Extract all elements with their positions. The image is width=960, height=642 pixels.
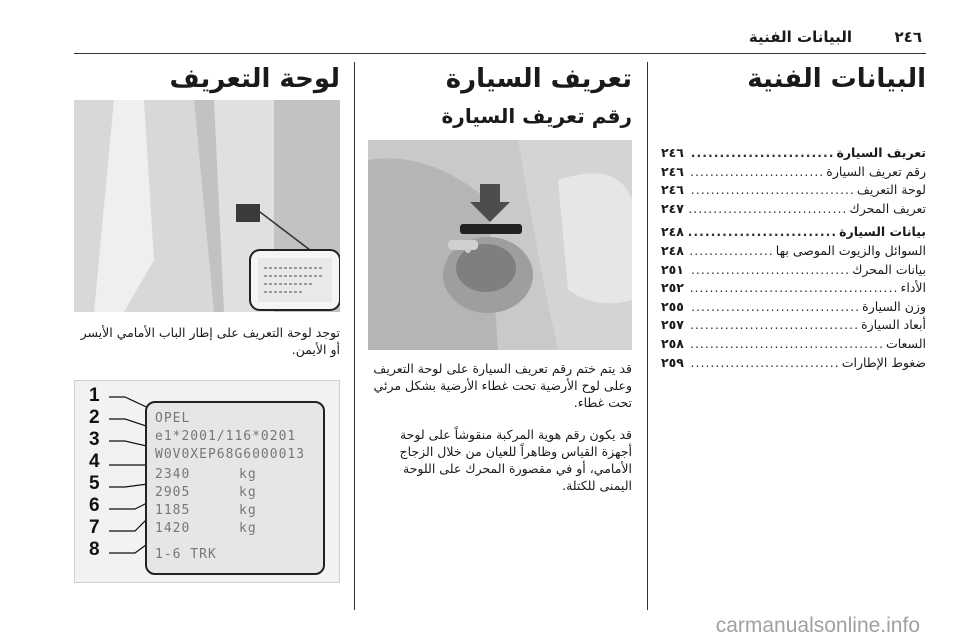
- toc-entry-label: تعريف السيارة: [836, 145, 926, 160]
- id-plate-column: [74, 62, 340, 96]
- vin-subheading: رقم تعريف السيارة: [441, 104, 632, 128]
- toc-entry-label: ضغوط الإطارات: [841, 354, 926, 370]
- toc-entry[interactable]: [661, 316, 926, 335]
- toc-entry-page: ٢٥٩: [661, 354, 684, 370]
- toc-entry[interactable]: [661, 181, 926, 200]
- plate-callout-number: 4: [89, 451, 100, 472]
- plate-callout-number: 6: [89, 495, 100, 516]
- toc-leader-dots: [689, 335, 884, 354]
- vehicle-id-column: [368, 62, 632, 130]
- toc-entry-label: وزن السيارة: [862, 298, 926, 314]
- plate-unit-1: kg: [239, 467, 257, 482]
- plate-callout-number: 1: [89, 385, 100, 406]
- toc-entry-label: السوائل والزيوت الموصى بها: [775, 242, 926, 258]
- toc-entry[interactable]: [661, 335, 926, 354]
- toc-leader-dots: [689, 298, 860, 317]
- toc-leader-dots: [689, 223, 837, 242]
- toc-entry-page: ٢٤٨: [661, 224, 684, 240]
- toc-entry-label: أبعاد السيارة: [861, 317, 926, 333]
- toc-leader-dots: [689, 163, 824, 182]
- plate-type-approval: e1*2001/116*0201: [155, 429, 297, 444]
- page-header: [0, 0, 960, 52]
- plate-callout-number: 2: [89, 407, 100, 428]
- plate-brand: OPEL: [155, 411, 191, 426]
- toc-entry-page: ٢٤٧: [661, 200, 684, 216]
- plate-vin: W0V0XEP68G6000013: [155, 447, 306, 462]
- plate-unit-4: kg: [239, 521, 257, 536]
- toc-entry-page: ٢٤٦: [661, 163, 684, 179]
- toc-entry-page: ٢٥٢: [661, 280, 684, 296]
- plate-callout-number: 3: [89, 429, 100, 450]
- plate-callout-number: 8: [89, 539, 100, 560]
- identification-plate-diagram: [74, 380, 340, 583]
- toc-entry[interactable]: [661, 298, 926, 317]
- vin-paragraph-1: قد يتم ختم رقم تعريف السيارة على لوحة التعريف وعلى لوح الأرضية تحت غطاء الأرضية بشكل مرئي تحت غطاء.: [373, 361, 632, 410]
- plate-weight-4: 1420: [155, 521, 191, 536]
- plate-line-8: 1-6 TRK: [155, 547, 217, 562]
- toc-entry[interactable]: [661, 354, 926, 373]
- toc-leader-dots: [689, 354, 840, 373]
- toc-entry-page: ٢٤٦: [661, 182, 684, 198]
- toc-entry[interactable]: [661, 144, 926, 163]
- toc-entry[interactable]: [661, 163, 926, 182]
- toc-entry-label: بيانات السيارة: [839, 224, 926, 240]
- table-of-contents: [661, 144, 926, 372]
- toc-entry-page: ٢٥٧: [661, 317, 684, 333]
- toc-entry-label: لوحة التعريف: [856, 182, 926, 198]
- column-divider-right: [647, 62, 648, 610]
- vin-paragraph-2: قد يكون رقم هوية المركبة منقوشاً على لوحة أجهزة القياس وظاهراً للعيان من خلال الزجاج الأمامي، أو في مقصورة المحرك على اللوحة اليمنى للكتلة.: [399, 427, 632, 493]
- door-frame-photo: [74, 100, 340, 312]
- toc-leader-dots: [689, 144, 834, 163]
- plate-callout-number: 5: [89, 473, 100, 494]
- vehicle-identification-heading: تعريف السيارة: [445, 64, 632, 94]
- toc-entry-page: ٢٥٥: [661, 298, 684, 314]
- toc-entry-label: السعات: [885, 335, 926, 351]
- toc-entry[interactable]: [661, 223, 926, 242]
- identification-plate-heading: لوحة التعريف: [169, 64, 340, 94]
- running-header-title: البيانات الفنية: [748, 28, 852, 46]
- toc-leader-dots: [689, 261, 850, 280]
- toc-leader-dots: [689, 242, 774, 261]
- toc-entry[interactable]: [661, 200, 926, 219]
- id-plate-caption: توجد لوحة التعريف على إطار الباب الأمامي الأيسر أو الأيمن.: [80, 325, 340, 357]
- toc-entry-label: الأداء: [900, 280, 926, 296]
- toc-column: [661, 62, 926, 370]
- toc-entry-page: ٢٥١: [661, 261, 684, 277]
- toc-entry-label: رقم تعريف السيارة: [826, 163, 926, 179]
- page-number: ٢٤٦: [894, 28, 922, 46]
- plate-weight-3: 1185: [155, 503, 191, 518]
- vin-location-photo: [368, 140, 632, 350]
- plate-unit-3: kg: [239, 503, 257, 518]
- toc-leader-dots: [689, 181, 855, 200]
- toc-entry[interactable]: [661, 279, 926, 298]
- plate-label: [145, 401, 325, 575]
- toc-entry-page: ٢٥٨: [661, 335, 684, 351]
- plate-callout-number: 7: [89, 517, 100, 538]
- section-heading: البيانات الفنية: [747, 64, 926, 94]
- watermark: carmanualsonline.info: [715, 614, 920, 637]
- toc-leader-dots: [689, 279, 898, 298]
- column-divider-left: [354, 62, 355, 610]
- toc-entry-label: بيانات المحرك: [852, 261, 926, 277]
- toc-entry-page: ٢٤٦: [661, 145, 684, 160]
- plate-weight-1: 2340: [155, 467, 191, 482]
- plate-weight-2: 2905: [155, 485, 191, 500]
- plate-unit-2: kg: [239, 485, 257, 500]
- toc-entry[interactable]: [661, 261, 926, 280]
- toc-leader-dots: [689, 316, 859, 335]
- toc-entry-page: ٢٤٨: [661, 242, 684, 258]
- toc-leader-dots: [689, 200, 847, 219]
- toc-entry-label: تعريف المحرك: [849, 200, 926, 216]
- header-rule: [74, 53, 926, 54]
- toc-entry[interactable]: [661, 242, 926, 261]
